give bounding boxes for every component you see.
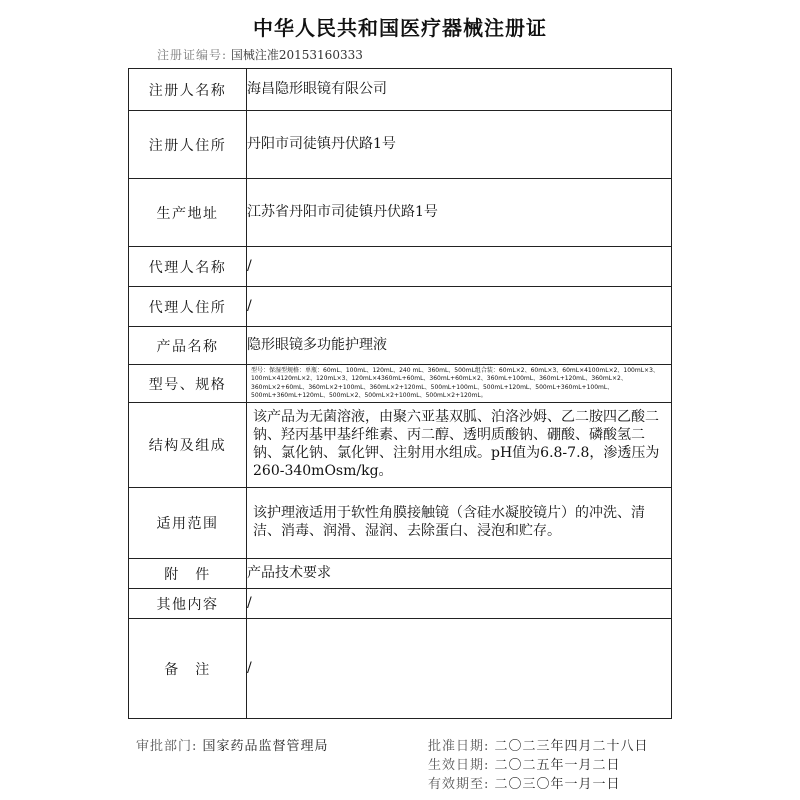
row-value: 该护理液适用于软性角膜接触镜（含硅水凝胶镜片）的冲洗、清洁、消毒、润滑、湿润、去除蛋白、浸泡和贮存。 (247, 488, 672, 559)
row-value: 该产品为无菌溶液，由聚六亚基双胍、泊洛沙姆、乙二胺四乙酸二钠、羟丙基甲基纤维素、丙二醇、透明质酸钠、硼酸、磷酸氢二钠、氯化钠、氯化钾、注射用水组成。pH值为6.8-7.8，渗透压为260-340mOsm/kg。 (247, 403, 672, 488)
expiry-date-value: 二〇三〇年一月一日 (494, 777, 621, 792)
row-label: 生产地址 (129, 179, 247, 247)
row-label: 适用范围 (129, 488, 247, 559)
registration-number-value: 国械注准20153160333 (230, 48, 363, 62)
approval-authority (136, 735, 329, 754)
row-label: 注册人住所 (129, 111, 247, 179)
expiry-date-label: 有效期至: (428, 777, 490, 792)
certificate-table (128, 68, 672, 719)
document-title: 中华人民共和国医疗器械注册证 (253, 16, 547, 40)
row-value: / (247, 589, 672, 619)
row-label: 附 件 (129, 559, 247, 589)
row-value: 海昌隐形眼镜有限公司 (247, 69, 672, 111)
row-value: 丹阳市司徒镇丹伏路1号 (247, 111, 672, 179)
registration-number (157, 46, 363, 63)
table-row (129, 365, 672, 403)
table-row (129, 69, 672, 111)
table-row (129, 619, 672, 719)
table-row (129, 559, 672, 589)
table-row (129, 111, 672, 179)
row-label: 备 注 (129, 619, 247, 719)
table-row (129, 179, 672, 247)
authority-label: 审批部门: (136, 739, 198, 754)
approval-date-label: 批准日期: (428, 739, 490, 754)
row-value: / (247, 247, 672, 287)
registration-number-label: 注册证编号: (157, 48, 228, 62)
row-label: 代理人名称 (129, 247, 247, 287)
row-value: 江苏省丹阳市司徒镇丹伏路1号 (247, 179, 672, 247)
row-label: 代理人住所 (129, 287, 247, 327)
row-label: 其他内容 (129, 589, 247, 619)
row-label: 产品名称 (129, 327, 247, 365)
expiry-date (428, 773, 621, 792)
approval-date (428, 735, 649, 754)
table-row (129, 589, 672, 619)
row-value: / (247, 619, 672, 719)
row-label: 型号、规格 (129, 365, 247, 403)
table-row (129, 327, 672, 365)
row-value: 隐形眼镜多功能护理液 (247, 327, 672, 365)
approval-date-value: 二〇二三年四月二十八日 (494, 739, 649, 754)
effective-date-value: 二〇二五年一月二日 (494, 758, 621, 773)
row-value: 产品技术要求 (247, 559, 672, 589)
row-value: / (247, 287, 672, 327)
table-row (129, 403, 672, 488)
row-label: 注册人名称 (129, 69, 247, 111)
authority-value: 国家药品监督管理局 (202, 739, 329, 754)
table-row (129, 488, 672, 559)
row-value: 型号：保湿型规格：单瓶：60mL、100mL、120mL、240 mL、360mL、500mL组合装：60mL×2、60mL×3、60mL×4100mL×2、100mL×3、100mL×4120mL×2、120mL×3、120mL×4360mL+60mL、360mL+60mL×2、360mL+100mL、360mL+120mL、360mL×2、360mL×2+60mL、360mL×2+100mL、360mL×2+120mL、500mL+100mL、500mL+120mL、500mL+360mL+100mL、500mL+360mL+120mL、500mL×2、500mL×2+100mL、500mL×2+120mL。 (247, 365, 672, 403)
table-row (129, 247, 672, 287)
row-label: 结构及组成 (129, 403, 247, 488)
effective-date (428, 754, 621, 773)
effective-date-label: 生效日期: (428, 758, 490, 773)
table-row (129, 287, 672, 327)
